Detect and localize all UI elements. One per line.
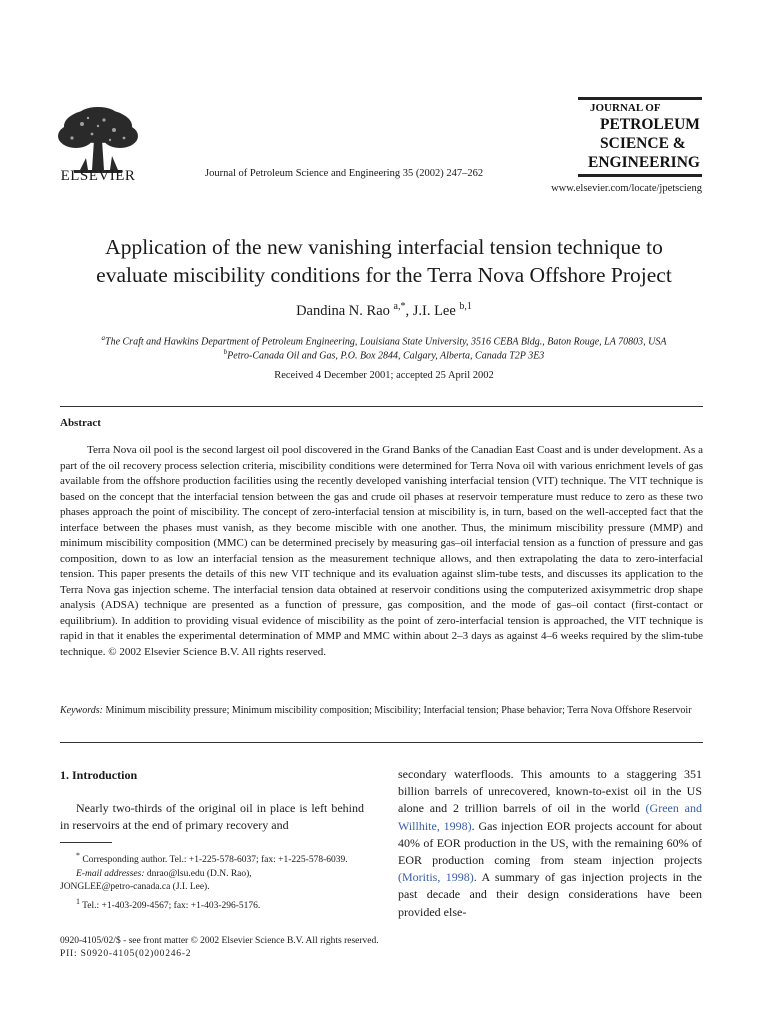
- intro-paragraph-left: Nearly two-thirds of the original oil in place is left behind in reservoirs at the end of primary recovery and: [60, 801, 364, 833]
- front-matter: [60, 935, 379, 961]
- abstract-body: Terra Nova oil pool is the second largest oil pool discovered in the Grand Banks of the Canadian East Coast and is under development. As a part of the oil recovery process selection criteria, miscibility conditions were determined for Terra Nova oil with various enrichment levels of gas available from the offshore production facilities using the recently developed vanishing interfacial tension (VIT) technique. The VIT technique is based on the concept that the interfacial tension between the gas and crude oil phases at reservoir temperature must reduce to zero as these two phases approach the point of miscibility. The concept of zero-interfacial tension at miscibility is, in turn, based on the well-accepted fact that the interface between the phases must vanish, as they become miscible with one another. Thus, the minimum miscibility pressure (MMP) and minimum miscibility composition (MMC) can be determined precisely by measuring gas–oil interfacial tension as a function of pressure and gas composition, down to as low an interfacial tension as the measurement technique allows, and then extrapolating the data to zero-interfacial tension. This paper presents the details of this new VIT technique and its evaluation against slim-tube tests, and discusses its application to the Terra Nova gas injection scheme. The interfacial tension data obtained at reservoir conditions using the computerized axisymmetric drop shape analysis (ADSA) technique are presented as a function of pressure, gas composition, and the mode of gas–oil contact (first-contact or equilibrium). In addition to providing visual evidence of miscibility as the point of zero-interfacial tension is approached, the VIT technique is rapid in that it enables the experimental determination of MMP and MMC within about 2–3 days as against 4–6 weeks required by the slim-tube technique. © 2002 Elsevier Science B.V. All rights reserved.: [60, 444, 703, 658]
- email-address[interactable]: dnrao@lsu.edu (D.N. Rao),: [144, 868, 252, 879]
- paper-title: [0, 233, 768, 289]
- author-name: Dandina N. Rao: [296, 302, 390, 319]
- email-address[interactable]: JONGLEE@petro-canada.ca (J.I. Lee).: [60, 882, 210, 893]
- keywords: [60, 703, 703, 718]
- affiliation-mark: a: [101, 334, 106, 342]
- journal-logo-line: JOURNAL OF: [590, 102, 661, 114]
- author-separator: ,: [405, 302, 413, 319]
- footnote-1: [60, 895, 364, 914]
- divider: [60, 406, 703, 407]
- journal-logo: [578, 97, 702, 177]
- divider: [60, 742, 703, 743]
- affiliation: [0, 334, 768, 347]
- intro-text: . A summary of gas injection projects in the past decade and their design considerations have been provided else-: [398, 870, 702, 919]
- abstract-heading: Abstract: [60, 417, 101, 429]
- footnote-text: Tel.: +1-403-209-4567; fax: +1-403-296-5176.: [79, 900, 261, 911]
- footnote-emails-cont: [60, 881, 364, 895]
- keywords-label: Keywords:: [60, 705, 103, 716]
- intro-text: . Gas injection EOR projects account for about 40% of EOR production in the US, with the remaining 60% of EOR production coming from steam injection projects: [398, 818, 702, 868]
- journal-url[interactable]: www.elsevier.com/locate/jpetscieng: [551, 183, 702, 194]
- pii-line: PII: S0920-4105(02)00246-2: [60, 949, 192, 959]
- publisher-name: ELSEVIER: [60, 168, 136, 184]
- affiliation-text: Petro-Canada Oil and Gas, P.O. Box 2844, Calgary, Alberta, Canada T2P 3E3: [227, 350, 545, 362]
- footnote-rule: [60, 842, 112, 843]
- intro-paragraph-right: [398, 766, 702, 921]
- intro-text: secondary waterfloods. This amounts to a staggering 351 billion barrels of unrecovered, known-to-exist oil in the US alone and 2 trillion barrels of oil in the world: [398, 767, 702, 816]
- received-dates: Received 4 December 2001; accepted 25 April 2002: [274, 370, 494, 381]
- footnote-text: Corresponding author. Tel.: +1-225-578-6037; fax: +1-225-578-6039.: [79, 855, 348, 866]
- footnote-corresponding: [60, 849, 364, 868]
- author-affiliation-marks: b,1: [459, 301, 472, 312]
- citation-link[interactable]: (Moritis, 1998): [398, 870, 474, 885]
- copyright-line: 0920-4105/02/$ - see front matter © 2002 Elsevier Science B.V. All rights reserved.: [60, 936, 379, 946]
- title-line: evaluate miscibility conditions for the Terra Nova Offshore Project: [96, 263, 672, 287]
- affiliation-mark: b: [223, 348, 228, 356]
- footnote-emails: [60, 868, 364, 882]
- citation-link[interactable]: (Green and Willhite, 1998): [398, 801, 703, 833]
- keywords-text: Minimum miscibility pressure; Minimum miscibility composition; Miscibility; Interfacial tension; Phase behavior; Terra Nova Offshore Reservoir: [102, 705, 692, 716]
- journal-logo-line: PETROLEUM: [600, 116, 700, 133]
- email-label: E-mail addresses:: [76, 868, 145, 879]
- affiliation: [0, 348, 768, 361]
- journal-logo-line: ENGINEERING: [588, 154, 700, 171]
- journal-logo-line: SCIENCE &: [600, 135, 686, 152]
- footnotes: [60, 849, 364, 913]
- section-heading: 1. Introduction: [60, 768, 138, 782]
- footnote-mark: *: [76, 851, 80, 860]
- author-list: [0, 301, 768, 320]
- author-affiliation-marks: a,*: [393, 301, 406, 312]
- journal-citation: Journal of Petroleum Science and Engineering 35 (2002) 247–262: [205, 168, 484, 179]
- title-line: Application of the new vanishing interfacial tension technique to: [105, 235, 663, 259]
- footnote-mark: 1: [76, 896, 80, 906]
- affiliation-text: The Craft and Hawkins Department of Petroleum Engineering, Louisiana State University, 3516 CEBA Bldg., Baton Rouge, LA 70803, USA: [105, 336, 667, 348]
- author-name: J.I. Lee: [412, 302, 456, 319]
